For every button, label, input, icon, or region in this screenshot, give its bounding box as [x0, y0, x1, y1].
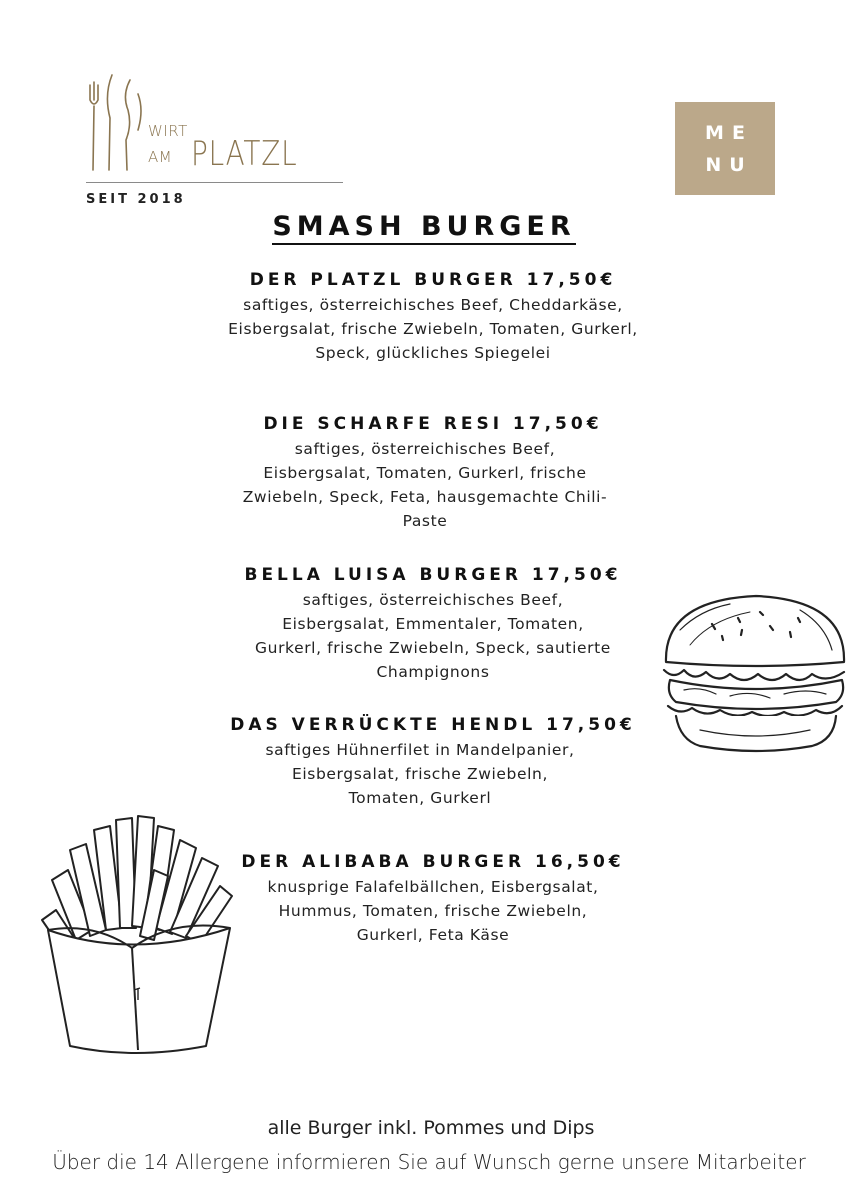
item-name: DER ALIBABA BURGER 16,50€ [241, 852, 625, 872]
since-label: SEIT 2018 [86, 192, 186, 207]
item-desc-line: Eisbergsalat, Emmentaler, Tomaten, [282, 615, 584, 633]
menu-badge [675, 102, 775, 195]
logo-divider [86, 182, 343, 183]
item-name: DIE SCHARFE RESI 17,50€ [263, 414, 603, 434]
item-description [160, 588, 706, 684]
item-desc-line: saftiges, österreichisches Beef, [294, 440, 556, 458]
burger-illustration [660, 590, 848, 758]
menu-item [160, 411, 706, 533]
allergen-note: Über die 14 Allergene informieren Sie auf Wunsch gerne unsere Mitarbeiter [52, 1150, 806, 1174]
item-desc-line: saftiges, österreichisches Beef, Cheddarkäse, [243, 296, 623, 314]
item-desc-line: Gurkerl, frische Zwiebeln, Speck, sautierte [255, 639, 611, 657]
item-desc-line: knusprige Falafelbällchen, Eisbergsalat, [267, 878, 599, 896]
logo-platzl: PLATZL [191, 134, 298, 174]
item-desc-line: Gurkerl, Feta Käse [356, 926, 510, 944]
cutlery-icon [86, 70, 148, 182]
footer-note: alle Burger inkl. Pommes und Dips [267, 1117, 595, 1139]
item-desc-line: Speck, glückliches Spiegelei [315, 344, 551, 362]
page-title-text: SMASH BURGER [272, 211, 575, 245]
item-name: DAS VERRÜCKTE HENDL 17,50€ [230, 715, 636, 735]
item-description [160, 293, 706, 365]
item-name: DER PLATZL BURGER 17,50€ [249, 270, 617, 290]
item-description [160, 875, 706, 947]
fries-icon [34, 810, 239, 1060]
page-title [0, 211, 848, 242]
menu-badge-line2: NU [705, 153, 753, 176]
item-desc-line: Eisbergsalat, Tomaten, Gurkerl, frische [263, 464, 587, 482]
fries-illustration [34, 810, 239, 1060]
item-desc-line: Zwiebeln, Speck, Feta, hausgemachte Chili- [242, 488, 608, 506]
item-desc-line: Hummus, Tomaten, frische Zwiebeln, [278, 902, 588, 920]
item-desc-line: Eisbergsalat, frische Zwiebeln, Tomaten, Gurkerl, [228, 320, 638, 338]
item-description [144, 437, 706, 533]
item-desc-line: Champignons [376, 663, 490, 681]
menu-badge-line1: ME [705, 121, 753, 144]
logo-am: AM [148, 148, 173, 166]
menu-item [160, 267, 706, 365]
menu-item [160, 562, 706, 684]
item-desc-line: saftiges Hühnerfilet in Mandelpanier, [265, 741, 575, 759]
item-desc-line: saftiges, österreichisches Beef, [302, 591, 564, 609]
logo-wirt: WIRT [148, 122, 188, 140]
item-name: BELLA LUISA BURGER 17,50€ [244, 565, 622, 585]
item-desc-line: Tomaten, Gurkerl [348, 789, 492, 807]
item-desc-line: Eisbergsalat, frische Zwiebeln, [292, 765, 548, 783]
item-description [134, 738, 706, 810]
menu-item [160, 849, 706, 947]
restaurant-logo [86, 70, 346, 190]
burger-icon [660, 590, 848, 758]
item-desc-line: Paste [402, 512, 448, 530]
menu-item [160, 712, 706, 810]
